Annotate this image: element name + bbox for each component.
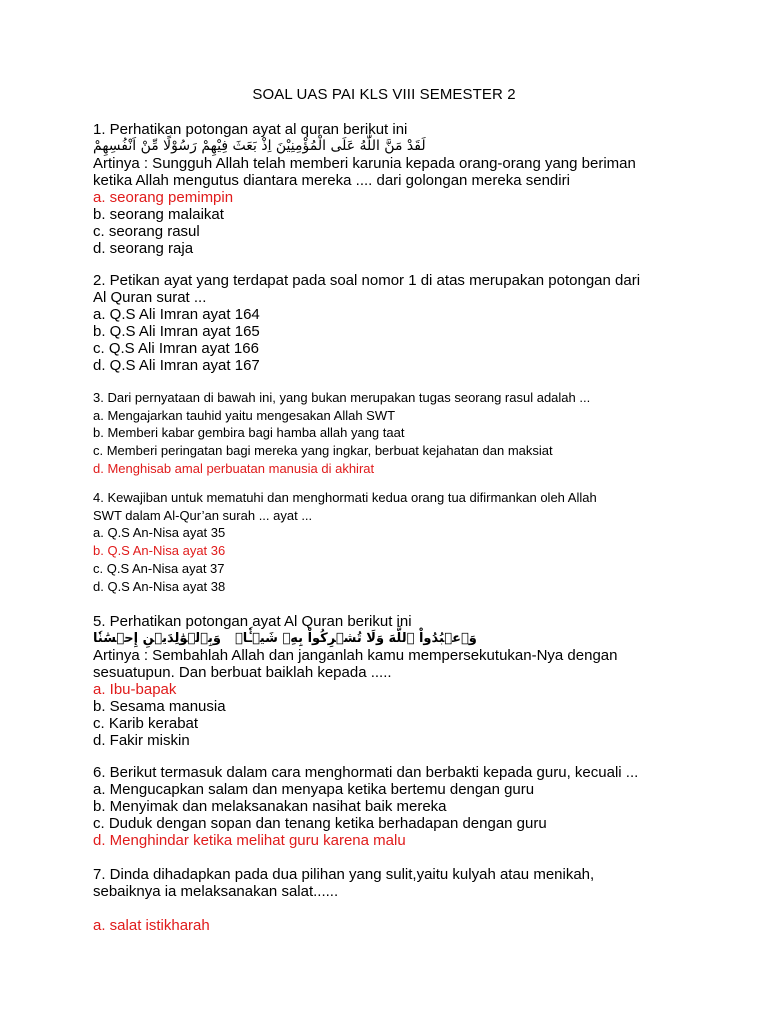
question-5-option-a: a. Ibu-bapak <box>93 681 177 698</box>
question-6-option-c: c. Duduk dengan sopan dan tenang ketika berhadapan dengan guru <box>93 815 547 832</box>
question-7-option-a: a. salat istikharah <box>93 917 210 934</box>
question-6-option-a: a. Mengucapkan salam dan menyapa ketika bertemu dengan guru <box>93 781 535 798</box>
question-2-option-a: a. Q.S Ali Imran ayat 164 <box>93 306 260 323</box>
question-7-text-line-2: sebaiknya ia melaksanakan salat...... <box>93 883 339 900</box>
page-title: SOAL UAS PAI KLS VIII SEMESTER 2 <box>252 86 516 103</box>
question-5-option-b: b. Sesama manusia <box>93 698 226 715</box>
question-2-option-c: c. Q.S Ali Imran ayat 166 <box>93 340 259 357</box>
question-5-option-c: c. Karib kerabat <box>93 715 199 732</box>
question-1-option-b: b. seorang malaikat <box>93 206 224 223</box>
question-1 <box>93 121 673 257</box>
question-6-option-b: b. Menyimak dan melaksanakan nasihat baik mereka <box>93 798 447 815</box>
question-2-text-line-2: Al Quran surat ... <box>93 289 207 306</box>
question-7-text-line-1: 7. Dinda dihadapkan pada dua pilihan yang sulit,yaitu kulyah atau menikah, <box>93 866 595 883</box>
question-5 <box>93 613 673 749</box>
question-6-option-d: d. Menghindar ketika melihat guru karena malu <box>93 832 406 849</box>
question-5-arabic-verse <box>93 630 673 647</box>
question-5-text: 5. Perhatikan potongan ayat Al Quran berikut ini <box>93 613 412 630</box>
question-5-arabic-left: وَبِٱلۡوَٰلِدَيۡنِ إِحۡسَٰنٗا <box>93 631 221 646</box>
question-3-option-c: c. Memberi peringatan bagi mereka yang ingkar, berbuat kejahatan dan maksiat <box>93 443 553 459</box>
question-3 <box>93 389 673 478</box>
blank-line <box>93 900 673 917</box>
question-2-option-d: d. Q.S Ali Imran ayat 167 <box>93 357 260 374</box>
question-4-option-d: d. Q.S An-Nisa ayat 38 <box>93 578 226 594</box>
question-4-text-line-2: SWT dalam Al-Qur’an surah ... ayat ... <box>93 507 313 523</box>
question-4-option-a: a. Q.S An-Nisa ayat 35 <box>93 525 226 541</box>
question-3-option-d: d. Menghisab amal perbuatan manusia di akhirat <box>93 460 375 476</box>
question-1-arabic-verse: لَقَدْ مَنَّ اللّٰهُ عَلَى الْمُؤْمِنِيْنَ اِذْ بَعَثَ فِيْهِمْ رَسُوْلًا مِّنْ اَنْفُسِهِمْ <box>93 138 426 154</box>
question-5-meaning-line-2: sesuatupun. Dan berbuat baiklah kepada ..... <box>93 664 392 681</box>
question-4-text-line-1: 4. Kewajiban untuk mematuhi dan menghormati kedua orang tua difirmankan oleh Allah <box>93 490 597 505</box>
question-2-text-line-1: 2. Petikan ayat yang terdapat pada soal nomor 1 di atas merupakan potongan dari <box>93 272 641 289</box>
question-4 <box>93 489 673 595</box>
question-1-option-a: a. seorang pemimpin <box>93 189 234 206</box>
question-1-option-d: d. seorang raja <box>93 240 194 257</box>
question-1-text: 1. Perhatikan potongan ayat al quran berikut ini <box>93 121 408 138</box>
question-6 <box>93 764 673 849</box>
question-3-option-a: a. Mengajarkan tauhid yaitu mengesakan Allah SWT <box>93 407 396 423</box>
question-5-option-d: d. Fakir miskin <box>93 732 190 749</box>
question-2 <box>93 272 673 374</box>
question-5-meaning-line-1: Artinya : Sembahlah Allah dan janganlah kamu mempersekutukan-Nya dengan <box>93 647 618 664</box>
question-1-meaning-line-1: Artinya : Sungguh Allah telah memberi karunia kepada orang-orang yang beriman <box>93 155 636 172</box>
question-5-arabic-right: وَٱعۡبُدُواْ ٱللَّهَ وَلَا تُشۡرِكُواْ بِهِۦ شَيۡـٔٗاۖ <box>234 631 477 646</box>
question-3-text: 3. Dari pernyataan di bawah ini, yang bukan merupakan tugas seorang rasul adalah ... <box>93 390 591 405</box>
question-7 <box>93 866 673 934</box>
question-4-option-c: c. Q.S An-Nisa ayat 37 <box>93 560 225 576</box>
question-6-text: 6. Berikut termasuk dalam cara menghormati dan berbakti kepada guru, kecuali ... <box>93 764 639 781</box>
question-4-option-b: b. Q.S An-Nisa ayat 36 <box>93 543 226 559</box>
question-1-option-c: c. seorang rasul <box>93 223 200 240</box>
question-3-option-b: b. Memberi kabar gembira bagi hamba allah yang taat <box>93 425 405 441</box>
question-1-meaning-line-2: ketika Allah mengutus diantara mereka .... dari golongan mereka sendiri <box>93 172 570 189</box>
question-2-option-b: b. Q.S Ali Imran ayat 165 <box>93 323 260 340</box>
